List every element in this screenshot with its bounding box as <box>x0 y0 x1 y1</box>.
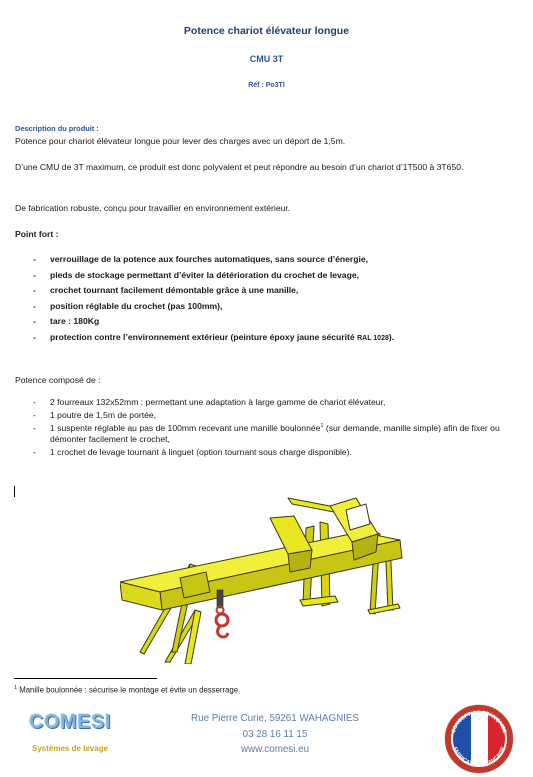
composition-list <box>33 397 523 461</box>
product-reference: Réf : Po3Tl <box>248 82 285 89</box>
composition-heading: Potence composé de : <box>15 375 101 385</box>
list-item-text-cont: (sur demande, manille simple) afin de fixer ou démonter facilement le crochet, <box>50 423 500 445</box>
list-item-end: ). <box>388 331 395 342</box>
list-item-text: protection contre l’environnement extérieur (peinture époxy jaune sécurité <box>50 331 358 342</box>
list-item: - pieds de stockage permettant d’éviter la détérioration du crochet de levage, <box>33 270 523 286</box>
description-paragraph-1: Potence pour chariot élévateur longue pour lever des charges avec un déport de 1,5m. <box>15 136 346 146</box>
list-item: - 1 crochet de levage tournant à linguet (option tournant sous charge disponible). <box>33 447 523 458</box>
footnote-separator <box>14 678 157 679</box>
description-paragraph-2: D’une CMU de 3T maximum, ce produit est donc polyvalent et peut répondre au besoin d’un chariot d’1T500 à 3T650. <box>15 162 464 172</box>
footnote-ref: 1 <box>320 423 324 430</box>
list-item: - verrouillage de la potence aux fourches automatiques, sans source d’énergie, <box>33 254 523 270</box>
description-paragraph-3: De fabrication robuste, conçu pour travailler en environnement extérieur. <box>15 203 291 213</box>
footnote-mark: 1 <box>14 685 18 691</box>
text-cursor <box>14 486 15 497</box>
list-item: - tare : 180Kg <box>33 316 523 332</box>
logo-wordmark: COMESI <box>29 711 111 733</box>
strong-points-list <box>33 254 523 347</box>
footnote-text: Manille boulonnée : sécurise le montage et évite un desserrage. <box>17 685 241 695</box>
list-item <box>33 332 523 348</box>
page-title: Potence chariot élévateur longue <box>183 25 350 37</box>
list-item-text: 1 suspente réglable au pas de 100mm recevant une manille boulonnée <box>50 423 321 434</box>
company-address: Rue Pierre Curie, 59261 WAHAGNIES <box>191 713 359 724</box>
cmu-subtitle: CMU 3T <box>249 54 284 64</box>
badge-top-text: CONCEPTION FRANÇAISE <box>450 709 508 734</box>
logo-tagline: Systèmes de levage <box>32 744 109 753</box>
list-item: - position réglable du crochet (pas 100mm), <box>33 301 523 317</box>
description-heading: Description du produit : <box>15 124 99 133</box>
list-item: - crochet tournant facilement démontable grâce à une manille, <box>33 285 523 301</box>
company-website[interactable]: www.comesi.eu <box>240 744 310 755</box>
strong-points-heading: Point fort : <box>15 229 59 239</box>
comesi-logo <box>20 706 130 762</box>
list-item: - 2 fourreaux 132x52mm : permettant une adaptation à large gamme de chariot élévateur, <box>33 397 523 408</box>
list-item: - 1 poutre de 1,5m de portée, <box>33 410 523 421</box>
badge-bottom-text: FABRICATION FRANÇAISE <box>451 746 507 769</box>
ral-code: RAL 1028 <box>357 334 389 342</box>
french-made-badge <box>444 704 514 774</box>
product-illustration <box>120 492 420 664</box>
list-item <box>33 423 523 444</box>
company-phone: 03 28 16 11 15 <box>242 729 308 740</box>
footnote <box>14 685 240 695</box>
